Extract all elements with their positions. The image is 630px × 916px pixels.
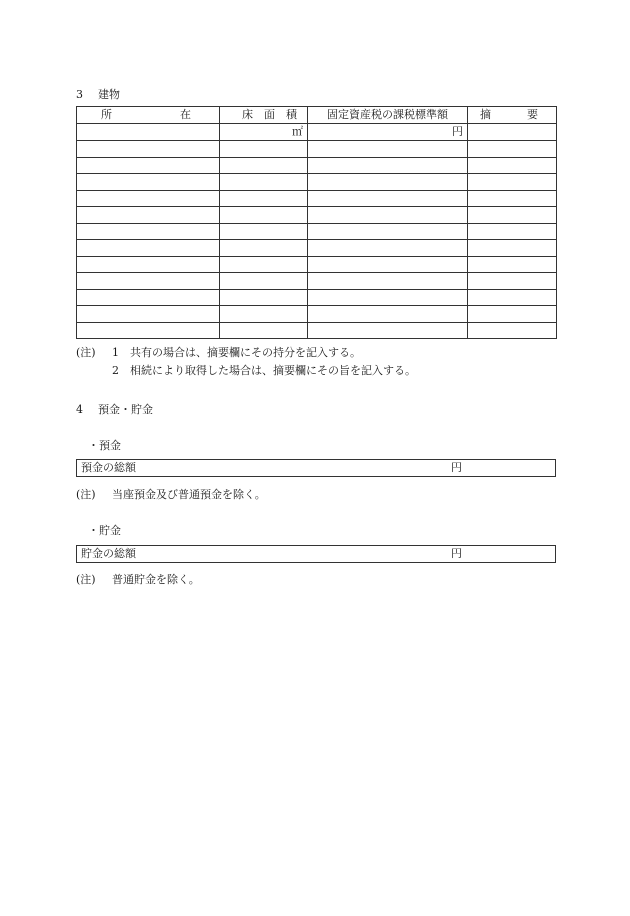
remarks-cell[interactable]: [468, 223, 557, 240]
note3-2: [76, 362, 416, 378]
section3-number: 3: [76, 88, 83, 101]
tax-value-cell[interactable]: [308, 240, 468, 257]
floor-area-cell[interactable]: [220, 256, 308, 273]
floor-area-cell[interactable]: [220, 157, 308, 174]
tax-value-cell[interactable]: [308, 190, 468, 207]
remarks-cell[interactable]: [468, 207, 557, 224]
location-cell[interactable]: [77, 141, 220, 158]
note3-1: [76, 344, 361, 360]
tax-value-cell[interactable]: [308, 207, 468, 224]
table-row: [77, 306, 557, 323]
remarks-cell[interactable]: [468, 256, 557, 273]
building-table-header-row: [77, 107, 557, 124]
floor-area-cell[interactable]: [220, 273, 308, 290]
table-row: [77, 174, 557, 191]
note-label: (注): [76, 573, 96, 586]
remarks-cell[interactable]: [468, 240, 557, 257]
tax-value-cell[interactable]: [308, 273, 468, 290]
building-table: [76, 106, 557, 339]
location-cell[interactable]: [77, 289, 220, 306]
location-cell[interactable]: [77, 157, 220, 174]
location-cell[interactable]: [77, 322, 220, 339]
remarks-cell[interactable]: [468, 157, 557, 174]
header-tax-value: 固定資産税の課税標準額: [308, 107, 468, 124]
remarks-cell[interactable]: [468, 190, 557, 207]
note-label: (注): [76, 346, 96, 359]
section4-heading: [76, 401, 153, 417]
remarks-cell[interactable]: [468, 273, 557, 290]
note-number: 1: [112, 346, 119, 359]
note-number: 2: [112, 364, 119, 377]
tax-value-cell[interactable]: [308, 322, 468, 339]
note-label: (注): [76, 488, 96, 501]
tax-value-cell[interactable]: [308, 223, 468, 240]
deposit-note: [76, 486, 266, 502]
section4-number: 4: [76, 403, 83, 416]
tax-value-cell[interactable]: [308, 306, 468, 323]
remarks-cell[interactable]: [468, 124, 557, 141]
floor-area-cell[interactable]: [220, 207, 308, 224]
tax-value-cell[interactable]: [308, 174, 468, 191]
table-row: [77, 273, 557, 290]
remarks-cell[interactable]: [468, 289, 557, 306]
floor-area-cell[interactable]: [220, 289, 308, 306]
note-text: 共有の場合は、摘要欄にその持分を記入する。: [130, 346, 361, 359]
savings-subheading: ・貯金: [88, 524, 121, 537]
header-location: 所 在: [77, 107, 220, 124]
floor-area-unit[interactable]: ㎡: [220, 124, 308, 141]
location-cell[interactable]: [77, 174, 220, 191]
location-cell[interactable]: [77, 190, 220, 207]
floor-area-cell[interactable]: [220, 174, 308, 191]
note-text: 普通貯金を除く。: [112, 573, 200, 586]
floor-area-cell[interactable]: [220, 223, 308, 240]
remarks-cell[interactable]: [468, 141, 557, 158]
deposit-yen-unit: 円: [451, 461, 462, 474]
section3-title: 建物: [98, 88, 120, 101]
floor-area-cell[interactable]: [220, 322, 308, 339]
header-remarks: 摘 要: [468, 107, 557, 124]
tax-value-cell[interactable]: [308, 157, 468, 174]
table-row: [77, 157, 557, 174]
remarks-cell[interactable]: [468, 306, 557, 323]
table-row: [77, 207, 557, 224]
remarks-cell[interactable]: [468, 174, 557, 191]
floor-area-cell[interactable]: [220, 306, 308, 323]
deposit-subheading: ・預金: [88, 439, 121, 452]
note-text: 相続により取得した場合は、摘要欄にその旨を記入する。: [130, 364, 416, 377]
table-row: [77, 322, 557, 339]
location-cell[interactable]: [77, 256, 220, 273]
tax-value-cell[interactable]: [308, 141, 468, 158]
floor-area-cell[interactable]: [220, 190, 308, 207]
table-row: [77, 289, 557, 306]
table-row: [77, 141, 557, 158]
note-text: 当座預金及び普通預金を除く。: [112, 488, 266, 501]
tax-value-unit[interactable]: 円: [308, 124, 468, 141]
savings-yen-unit: 円: [451, 547, 462, 560]
floor-area-cell[interactable]: [220, 141, 308, 158]
deposit-total-field[interactable]: [76, 459, 556, 477]
deposit-total-label: 預金の総額: [81, 461, 136, 474]
savings-total-field[interactable]: [76, 545, 556, 563]
table-row: [77, 223, 557, 240]
location-cell[interactable]: [77, 207, 220, 224]
savings-total-label: 貯金の総額: [81, 547, 136, 560]
savings-note: [76, 571, 200, 587]
remarks-cell[interactable]: [468, 322, 557, 339]
location-cell[interactable]: [77, 124, 220, 141]
tax-value-cell[interactable]: [308, 256, 468, 273]
floor-area-cell[interactable]: [220, 240, 308, 257]
location-cell[interactable]: [77, 223, 220, 240]
section3-heading: [76, 86, 120, 102]
tax-value-cell[interactable]: [308, 289, 468, 306]
location-cell[interactable]: [77, 273, 220, 290]
table-row: [77, 190, 557, 207]
location-cell[interactable]: [77, 240, 220, 257]
header-floor-area: 床 面 積: [220, 107, 308, 124]
table-row: [77, 240, 557, 257]
table-row: [77, 124, 557, 141]
table-row: [77, 256, 557, 273]
location-cell[interactable]: [77, 306, 220, 323]
section4-title: 預金・貯金: [98, 403, 153, 416]
